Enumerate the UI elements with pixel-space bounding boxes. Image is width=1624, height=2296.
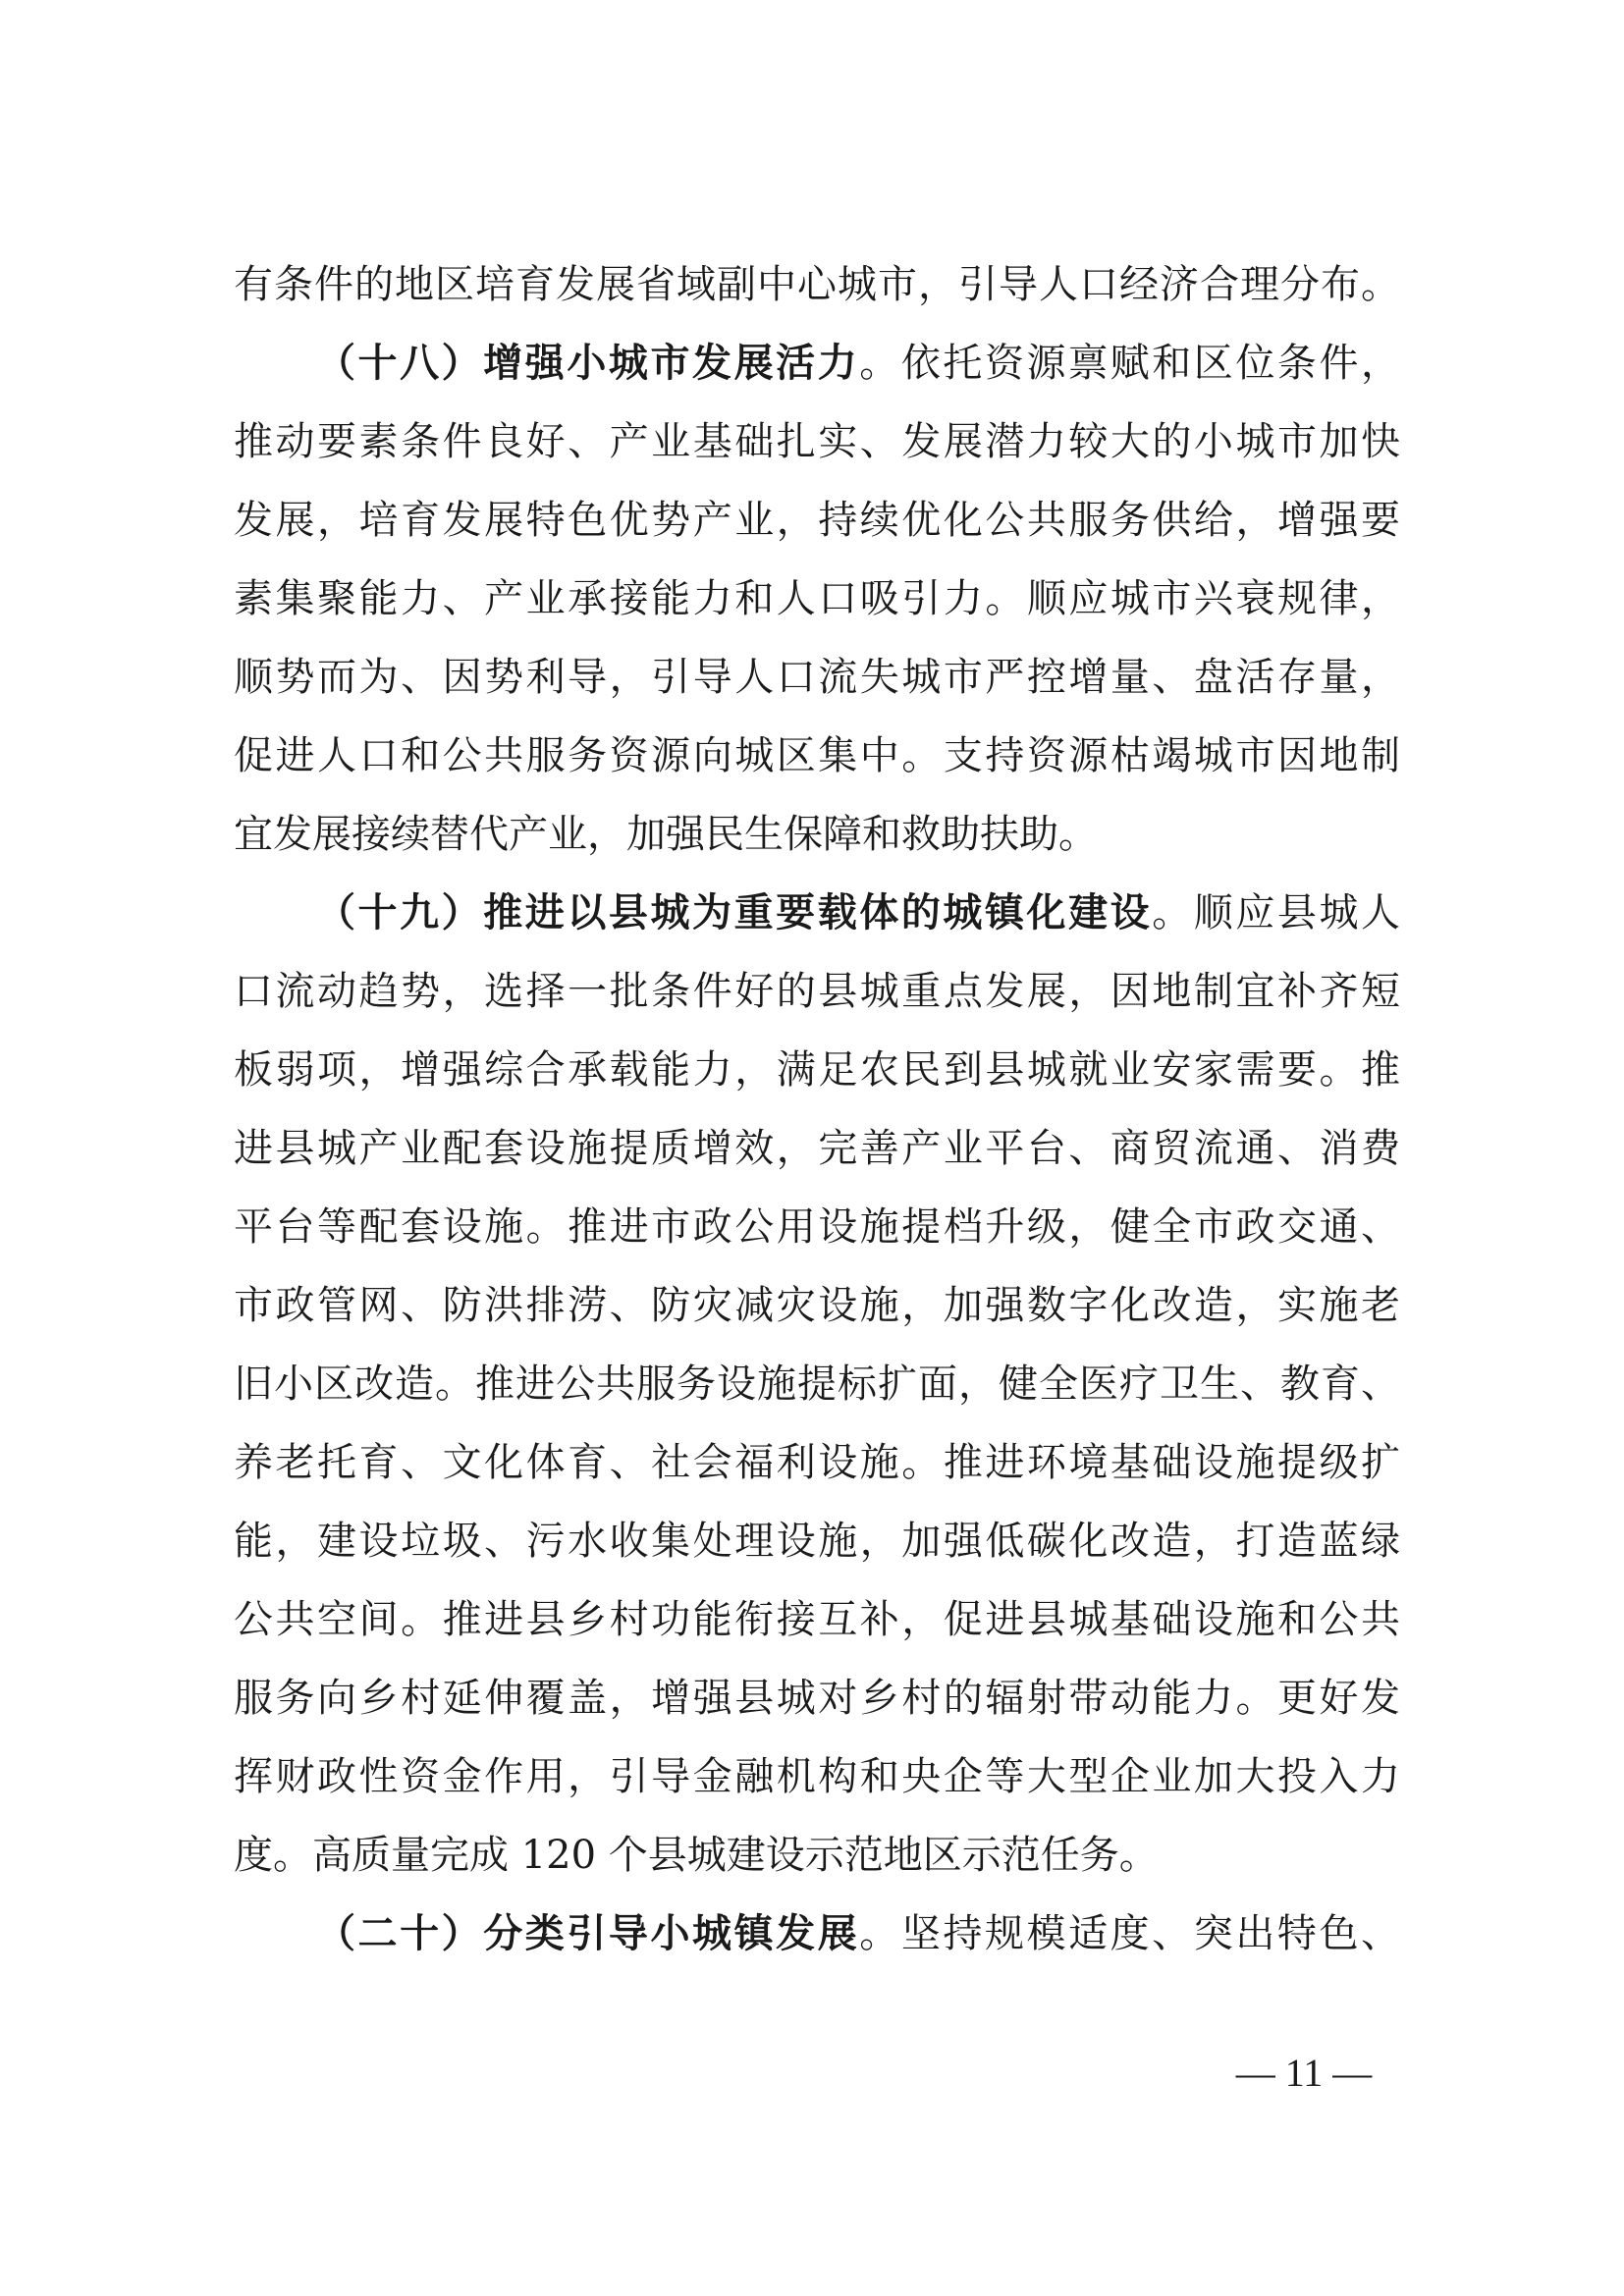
line-text: 板弱项，增强综合承载能力，满足农民到县城就业安家需要。推 <box>234 1047 1400 1093</box>
section-heading-line <box>316 324 1400 402</box>
line-text: 服务向乡村延伸覆盖，增强县城对乡村的辐射带动能力。更好发 <box>234 1676 1400 1721</box>
paragraph-line <box>234 560 1400 638</box>
paragraph-line <box>234 1502 1400 1580</box>
line-text: 公共空间。推进县乡村功能衔接互补，促进县城基础设施和公共 <box>234 1597 1400 1642</box>
paragraph-line <box>234 1659 1400 1737</box>
line-text: 促进人口和公共服务资源向城区集中。支持资源枯竭城市因地制 <box>234 733 1400 778</box>
line-text: 旧小区改造。推进公共服务设施提标扩面，健全医疗卫生、教育、 <box>234 1362 1400 1407</box>
paragraph-line <box>234 638 1400 717</box>
paragraph-line <box>234 1188 1400 1266</box>
line-text: 有条件的地区培育发展省域副中心城市，引导人口经济合理分布。 <box>234 262 1400 307</box>
paragraph-line <box>234 795 1400 874</box>
line-text: 推动要素条件良好、产业基础扎实、发展潜力较大的小城市加快 <box>234 419 1400 464</box>
line-text: 能，建设垃圾、污水收集处理设施，加强低碳化改造，打造蓝绿 <box>234 1519 1400 1564</box>
paragraph-line <box>234 717 1400 795</box>
paragraph-line <box>234 245 1400 324</box>
section-heading-18: （十八）增强小城市发展活力 <box>316 341 860 386</box>
line-text: 宜发展接续替代产业，加强民生保障和救助扶助。 <box>234 812 1098 857</box>
line-text: 素集聚能力、产业承接能力和人口吸引力。顺应城市兴衰规律， <box>234 576 1400 621</box>
line-text: 顺势而为、因势利导，引导人口流失城市严控增量、盘活存量， <box>234 655 1400 700</box>
section-heading-line <box>316 1895 1400 1973</box>
section-heading-20: （二十）分类引导小城镇发展 <box>316 1911 860 1956</box>
paragraph-line <box>234 1816 1400 1895</box>
paragraph-line <box>234 1266 1400 1345</box>
line-text: 进县城产业配套设施提质增效，完善产业平台、商贸流通、消费 <box>234 1126 1400 1171</box>
line-text: 挥财政性资金作用，引导金融机构和央企等大型企业加大投入力 <box>234 1754 1400 1799</box>
paragraph-line <box>234 1109 1400 1188</box>
paragraph-line <box>234 952 1400 1031</box>
paragraph-line <box>234 1031 1400 1109</box>
paragraph-line <box>234 1737 1400 1816</box>
line-text: 市政管网、防洪排涝、防灾减灾设施，加强数字化改造，实施老 <box>234 1283 1400 1328</box>
line-text: 。顺应县城人 <box>1152 890 1401 935</box>
line-text: 。依托资源禀赋和区位条件， <box>859 341 1401 386</box>
section-heading-line <box>316 874 1400 952</box>
line-text: 口流动趋势，选择一批条件好的县城重点发展，因地制宜补齐短 <box>234 969 1400 1014</box>
line-text: 。坚持规模适度、突出特色、 <box>859 1911 1401 1956</box>
paragraph-line <box>234 402 1400 481</box>
section-heading-19: （十九）推进以县城为重要载体的城镇化建设 <box>316 890 1153 935</box>
paragraph-line <box>234 1345 1400 1423</box>
paragraph-line <box>234 1423 1400 1502</box>
line-text: 度。高质量完成 120 个县城建设示范地区示范任务。 <box>234 1833 1159 1878</box>
page-number: — 11 — <box>1235 2051 1373 2095</box>
paragraph-line <box>234 481 1400 560</box>
line-text: 发展，培育发展特色优势产业，持续优化公共服务供给，增强要 <box>234 498 1400 543</box>
line-text: 平台等配套设施。推进市政公用设施提档升级，健全市政交通、 <box>234 1204 1400 1250</box>
line-text: 养老托育、文化体育、社会福利设施。推进环境基础设施提级扩 <box>234 1440 1400 1485</box>
paragraph-line <box>234 1580 1400 1659</box>
